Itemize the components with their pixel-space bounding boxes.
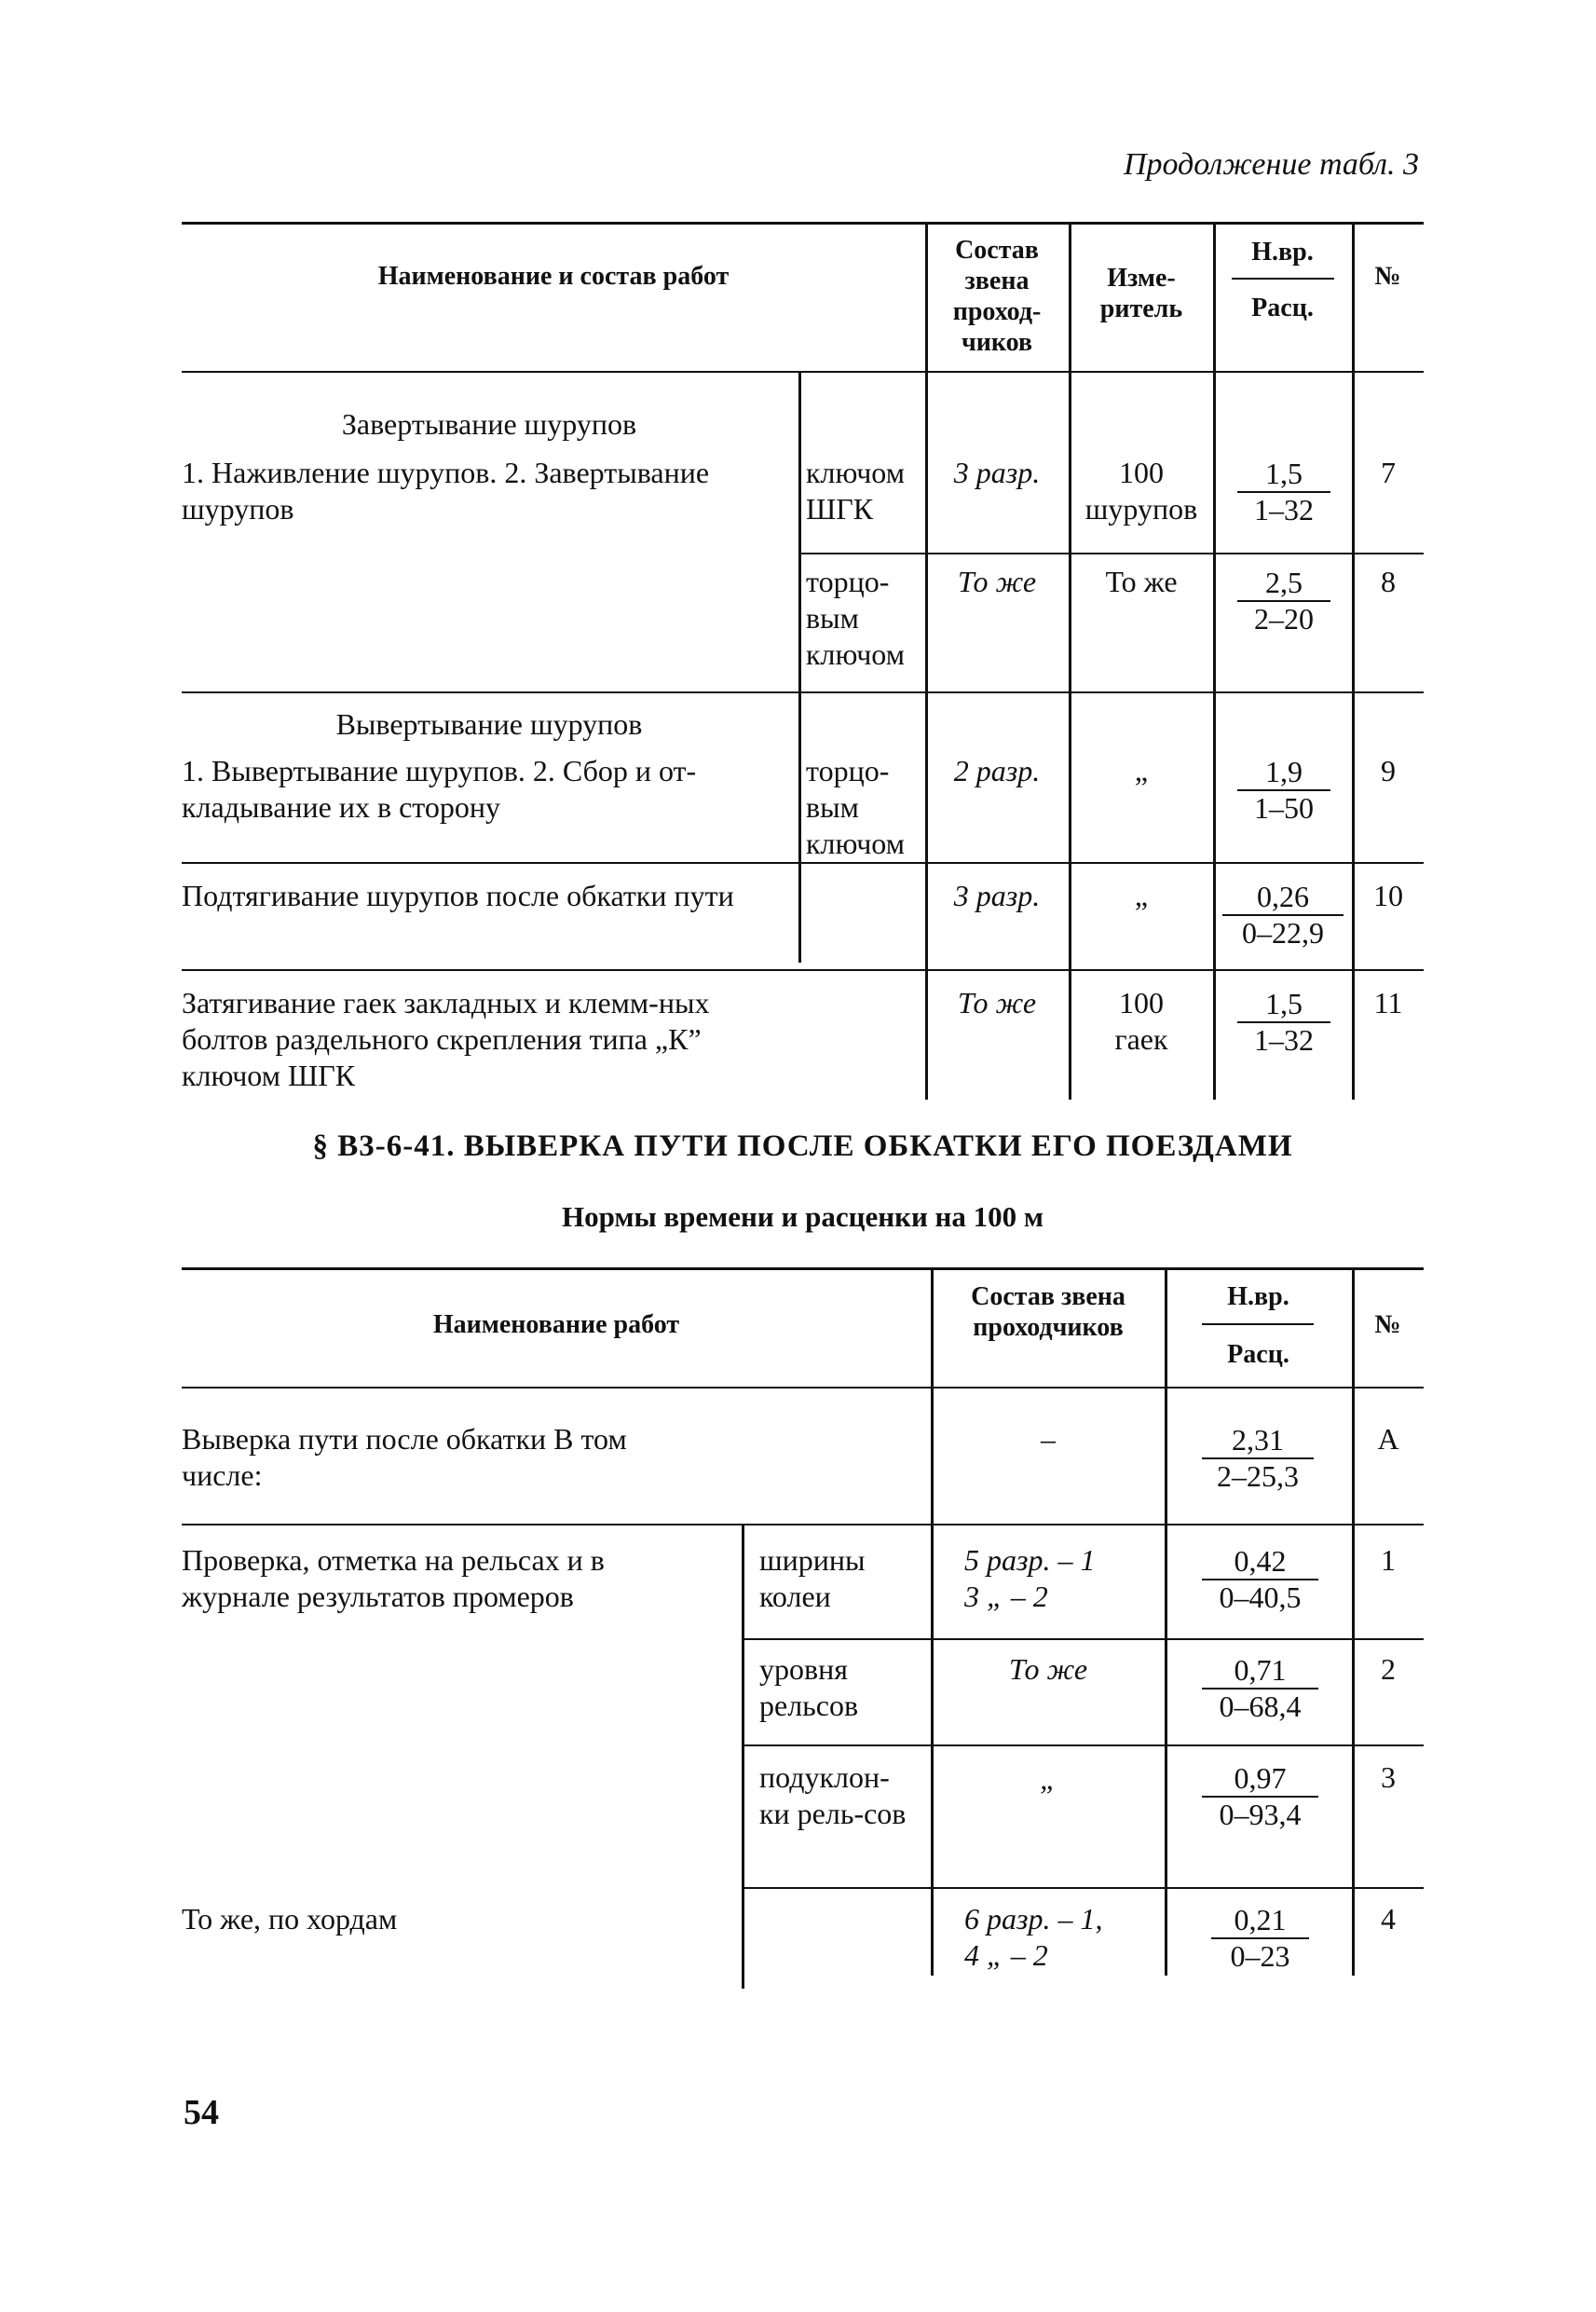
- table1-vline-num: [1352, 222, 1355, 1100]
- row3-sub: подуклон-ки рель-сов: [759, 1760, 907, 1830]
- table2-rule-check: [182, 1524, 1424, 1525]
- row4-num: 4: [1381, 1902, 1396, 1936]
- table1-header-crew: Состав звена проход-чиков: [952, 236, 1042, 357]
- table1-header-rule: [182, 371, 1424, 373]
- rowA-hvr: 2,31: [1202, 1423, 1314, 1459]
- row7-num: 7: [1381, 456, 1396, 489]
- table1-vline-unit: [1069, 222, 1071, 1100]
- row7-norm: [1237, 457, 1330, 527]
- table1-rule-row8: [799, 553, 1424, 554]
- row8-crew: То же: [957, 565, 1037, 598]
- row8-rate: 2–20: [1254, 602, 1314, 636]
- table1-header-norm-bottom: Расц.: [1251, 294, 1314, 322]
- row9-tool: торцо-вым ключом: [806, 754, 905, 860]
- row8-norm: [1237, 566, 1330, 636]
- row2-sub: уровня рельсов: [759, 1652, 859, 1722]
- table2-rule-row4: [743, 1887, 1424, 1889]
- table2-rule-row3: [743, 1744, 1424, 1746]
- row8-unit: То же: [1105, 565, 1178, 598]
- group2-title: Вывертывание шурупов: [335, 707, 643, 741]
- table2-header-num: №: [1374, 1310, 1401, 1339]
- table2-header-rule: [182, 1387, 1424, 1389]
- row9-hvr: 1,9: [1237, 755, 1330, 791]
- table1-header-unit: Изме-ритель: [1099, 264, 1183, 323]
- table1-header-num: №: [1374, 262, 1401, 291]
- row10-crew: 3 разр.: [953, 879, 1041, 912]
- row1-sub: ширины колеи: [759, 1543, 866, 1613]
- table1-header-norm-divider: [1232, 278, 1334, 280]
- page-number: 54: [184, 2093, 219, 2132]
- table1-vline-crew: [925, 222, 928, 1100]
- row3-num: 3: [1381, 1760, 1396, 1794]
- row3-hvr: 0,97: [1202, 1761, 1318, 1798]
- table2-rule-row2: [743, 1638, 1424, 1640]
- row9-unit: „: [1134, 754, 1149, 787]
- row1-norm: [1202, 1544, 1318, 1615]
- row11-hvr: 1,5: [1237, 987, 1330, 1023]
- row4-crew: 6 разр. – 1, 4 „ – 2: [964, 1902, 1103, 1972]
- table1-top-rule: [182, 222, 1424, 225]
- row9-norm: [1237, 755, 1330, 826]
- group1-title: Завертывание шурупов: [341, 407, 637, 441]
- row7-tool: ключом ШГК: [806, 456, 905, 526]
- row3-rate: 0–93,4: [1219, 1798, 1302, 1831]
- row1-rate: 0–40,5: [1219, 1580, 1302, 1614]
- row10-unit: „: [1134, 879, 1149, 912]
- row2-hvr: 0,71: [1202, 1653, 1318, 1690]
- section-title: § В3-6-41. ВЫВЕРКА ПУТИ ПОСЛЕ ОБКАТКИ ЕГО ПОЕЗДАМИ: [312, 1129, 1293, 1163]
- row7-hvr: 1,5: [1237, 457, 1330, 493]
- row11-num: 11: [1373, 986, 1403, 1019]
- rowA-norm: [1202, 1423, 1314, 1494]
- row11-description: Затягивание гаек закладных и клемм-ных болтов раздельного скрепления типа „К” ключом ШГК: [182, 986, 710, 1092]
- table1-rule-group2: [182, 691, 1424, 693]
- row4-description: То же, по хордам: [182, 1902, 398, 1936]
- table-continuation-caption: Продолжение табл. 3: [1123, 147, 1419, 182]
- table1-rule-row10: [182, 862, 1424, 864]
- table1-vline-tool: [798, 373, 801, 963]
- row10-hvr: 0,26: [1222, 880, 1344, 916]
- table2-header-name: Наименование работ: [432, 1310, 680, 1339]
- row2-rate: 0–68,4: [1219, 1690, 1302, 1723]
- table2-vline-crew: [931, 1267, 934, 1976]
- group2-description: 1. Вывертывание шурупов. 2. Сбор и от-кладывание их в сторону: [182, 754, 697, 824]
- check-description: Проверка, отметка на рельсах и в журнале результатов промеров: [182, 1543, 605, 1613]
- table1-vline-norm: [1213, 222, 1216, 1100]
- row11-norm: [1237, 987, 1330, 1058]
- row9-rate: 1–50: [1254, 791, 1314, 825]
- table2-header-norm-bottom: Расц.: [1227, 1340, 1289, 1369]
- row1-num: 1: [1381, 1543, 1396, 1577]
- table2-header-crew: Состав звена проходчиков: [971, 1282, 1125, 1342]
- row2-num: 2: [1381, 1652, 1396, 1686]
- table2-vline-num: [1352, 1267, 1355, 1976]
- table1-rule-row11: [182, 969, 1424, 971]
- row10-norm: [1222, 880, 1344, 951]
- row4-hvr: 0,21: [1211, 1903, 1309, 1939]
- row3-norm: [1202, 1761, 1318, 1832]
- rowA-rate: 2–25,3: [1217, 1459, 1299, 1493]
- row7-unit: 100 шурупов: [1084, 456, 1198, 526]
- row7-rate: 1–32: [1254, 493, 1314, 527]
- row11-rate: 1–32: [1254, 1023, 1314, 1057]
- row3-crew: „: [1040, 1762, 1057, 1796]
- row8-hvr: 2,5: [1237, 566, 1330, 602]
- row8-num: 8: [1381, 565, 1396, 598]
- row1-crew: 5 разр. – 1 3 „ – 2: [964, 1543, 1096, 1613]
- row9-crew: 2 разр.: [953, 754, 1041, 787]
- table2-header-norm-top: Н.вр.: [1227, 1282, 1289, 1311]
- row8-tool: торцо-вым ключом: [806, 565, 905, 671]
- row4-norm: [1211, 1903, 1309, 1974]
- section-subtitle: Нормы времени и расценки на 100 м: [561, 1200, 1044, 1233]
- row2-norm: [1202, 1653, 1318, 1724]
- table1-header-norm-top: Н.вр.: [1251, 238, 1314, 267]
- table2-vline-sub: [742, 1525, 744, 1989]
- row2-crew: То же: [1008, 1652, 1088, 1686]
- row9-num: 9: [1381, 754, 1396, 787]
- rowA-crew: –: [1041, 1422, 1056, 1456]
- table1-header-name: Наименование и состав работ: [377, 262, 730, 291]
- row10-description: Подтягивание шурупов после обкатки пути: [182, 879, 734, 912]
- table2-vline-norm: [1165, 1267, 1167, 1976]
- row7-crew: 3 разр.: [953, 456, 1041, 489]
- row10-rate: 0–22,9: [1242, 916, 1324, 950]
- table2-header-norm-divider: [1202, 1323, 1314, 1325]
- row11-crew: То же: [957, 986, 1037, 1019]
- rowA-num: А: [1377, 1422, 1399, 1456]
- row1-hvr: 0,42: [1202, 1544, 1318, 1580]
- row11-unit: 100 гаек: [1114, 986, 1168, 1056]
- row10-num: 10: [1373, 879, 1403, 912]
- rowA-description: Выверка пути после обкатки В том числе:: [182, 1422, 627, 1492]
- row4-rate: 0–23: [1230, 1939, 1290, 1973]
- table2-top-rule: [182, 1267, 1424, 1270]
- group1-description: 1. Наживление шурупов. 2. Завертывание шурупов: [182, 456, 710, 526]
